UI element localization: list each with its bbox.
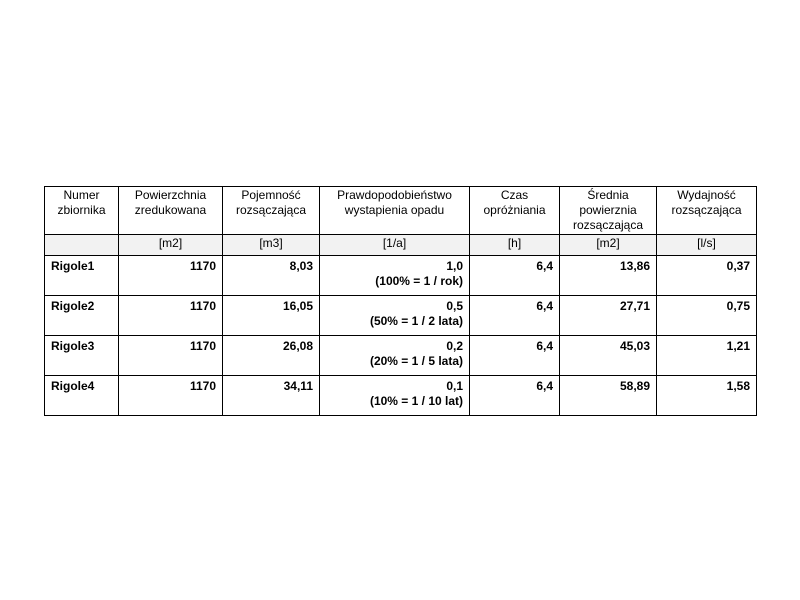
units-row: [45, 235, 757, 256]
unit-cell: [m3]: [223, 235, 320, 256]
header-cell-infiltration-capacity: Pojemność rozsączająca: [223, 187, 320, 235]
unit-cell: [h]: [470, 235, 560, 256]
unit-cell: [1/a]: [320, 235, 470, 256]
header-cell-reduced-area: Powierzchnia zredukowana: [119, 187, 223, 235]
rate-cell: 1,58: [657, 376, 757, 416]
emptying-time-cell: 6,4: [470, 376, 560, 416]
table-row: [45, 256, 757, 296]
unit-cell: [m2]: [119, 235, 223, 256]
mean-area-cell: 45,03: [560, 336, 657, 376]
reduced-area-cell: 1170: [119, 256, 223, 296]
unit-cell: [l/s]: [657, 235, 757, 256]
capacity-cell: 8,03: [223, 256, 320, 296]
header-row: [45, 187, 757, 235]
rate-cell: 0,75: [657, 296, 757, 336]
mean-area-cell: 58,89: [560, 376, 657, 416]
capacity-cell: 26,08: [223, 336, 320, 376]
header-cell-tank-number: Numer zbiornika: [45, 187, 119, 235]
header-cell-mean-infiltration-area: Średnia powierznia rozsączająca: [560, 187, 657, 235]
emptying-time-cell: 6,4: [470, 256, 560, 296]
rate-cell: 1,21: [657, 336, 757, 376]
probability-cell: 1,0 (100% = 1 / rok): [320, 256, 470, 296]
reduced-area-cell: 1170: [119, 336, 223, 376]
probability-cell: 0,1 (10% = 1 / 10 lat): [320, 376, 470, 416]
mean-area-cell: 27,71: [560, 296, 657, 336]
capacity-cell: 34,11: [223, 376, 320, 416]
table-row: [45, 376, 757, 416]
reduced-area-cell: 1170: [119, 296, 223, 336]
tank-name-cell: Rigole3: [45, 336, 119, 376]
tank-name-cell: Rigole2: [45, 296, 119, 336]
reduced-area-cell: 1170: [119, 376, 223, 416]
probability-cell: 0,2 (20% = 1 / 5 lata): [320, 336, 470, 376]
capacity-cell: 16,05: [223, 296, 320, 336]
emptying-time-cell: 6,4: [470, 336, 560, 376]
tank-name-cell: Rigole4: [45, 376, 119, 416]
unit-cell: [m2]: [560, 235, 657, 256]
header-cell-emptying-time: Czas opróżniania: [470, 187, 560, 235]
rate-cell: 0,37: [657, 256, 757, 296]
table-row: [45, 336, 757, 376]
tank-name-cell: Rigole1: [45, 256, 119, 296]
unit-cell: [45, 235, 119, 256]
table-row: [45, 296, 757, 336]
mean-area-cell: 13,86: [560, 256, 657, 296]
capacity-table: [44, 186, 757, 416]
header-cell-infiltration-rate: Wydajność rozsączająca: [657, 187, 757, 235]
probability-cell: 0,5 (50% = 1 / 2 lata): [320, 296, 470, 336]
header-cell-rainfall-probability: Prawdopodobieństwo wystapienia opadu: [320, 187, 470, 235]
emptying-time-cell: 6,4: [470, 296, 560, 336]
